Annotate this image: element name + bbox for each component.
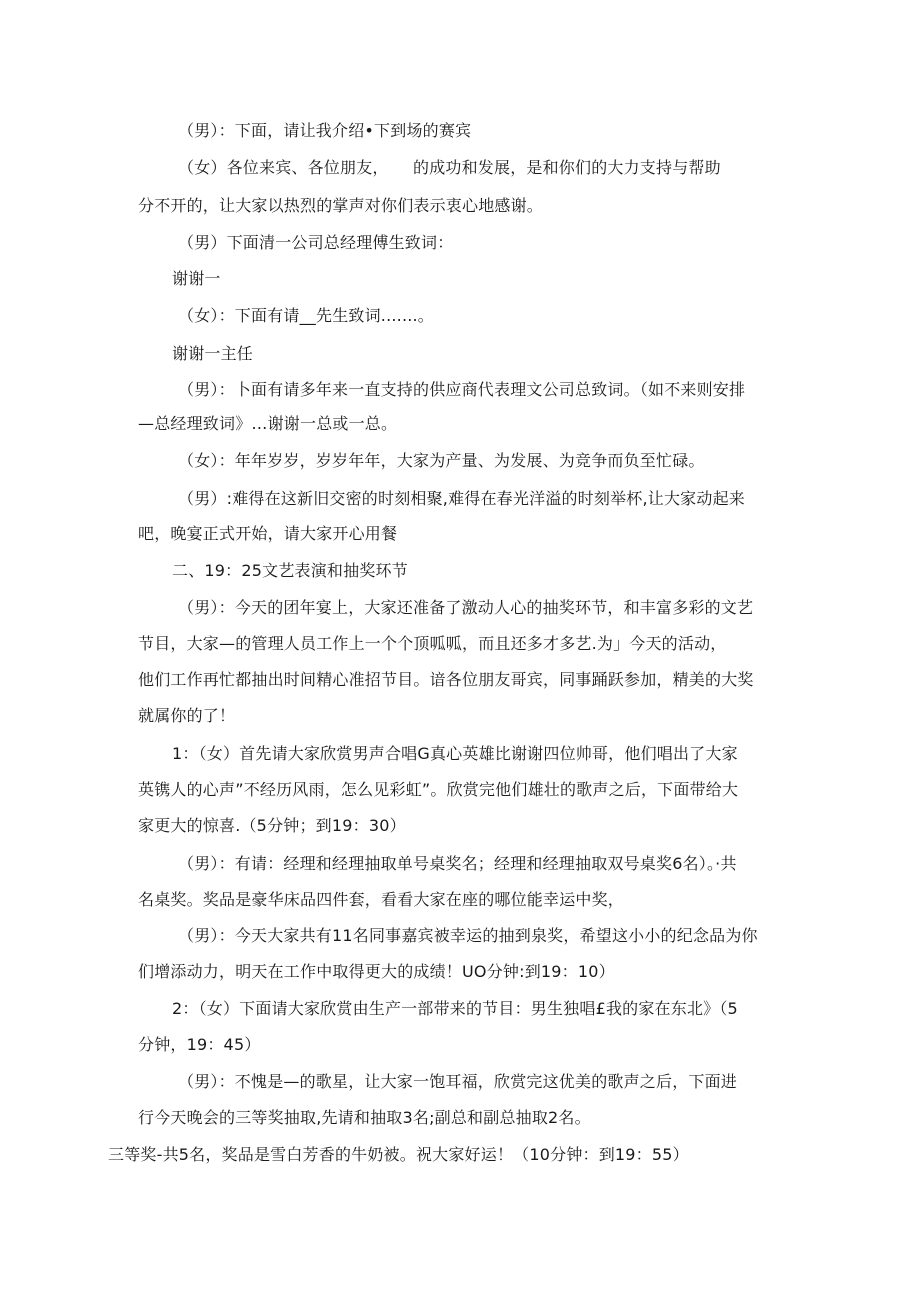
text-line: 吧，晚宴正式开始，请大家开心用餐 <box>138 524 398 543</box>
text-line: （男）：下面，请让我介绍•下到场的赛宾 <box>178 121 472 140</box>
text-line: （男）下面清一公司总经理傅生致词： <box>178 233 454 252</box>
text-line: 们增添动力，明天在工作中取得更大的成绩！UO分钟:到19：10） <box>138 962 615 981</box>
text-line: 就属你的了！ <box>138 706 236 725</box>
text-line: —总经理致词》…谢谢一总或一总。 <box>138 414 398 433</box>
text-line: 谢谢一主任 <box>172 344 254 363</box>
text-line: （男）：卜面有请多年来一直支持的供应商代表理文公司总致词。（如不来则安排 <box>178 380 746 399</box>
text-line: 他们工作再忙都抽出时间精心准招节目。谙各位朋友哥宾，同事踊跃参加，精美的大奖 <box>138 670 754 689</box>
text-line: 分钟，19：45） <box>138 1035 261 1054</box>
text-line: （男）：今天的团年宴上，大家还准备了激动人心的抽奖环节，和丰富多彩的文艺 <box>178 598 754 617</box>
text-line: 分不开的，让大家以热烈的掌声对你们表示衷心地感谢。 <box>138 196 544 215</box>
text-line: 三等奖-共5名，奖品是雪白芳香的牛奶被。祝大家好运！（10分钟：到19：55） <box>108 1145 689 1164</box>
text-line: 节目，大家—的管理人员工作上一个个顶呱呱，而且还多才多艺.为」今天的活动， <box>138 634 727 653</box>
text-line: 行今天晚会的三等奖抽取,先请和抽取3名;副总和副总抽取2名。 <box>138 1108 591 1127</box>
text-line: （女）：下面有请__先生致词.......。 <box>178 306 435 325</box>
text-line: 谢谢一 <box>172 269 221 288</box>
text-line: 2：（女）下面请大家欣赏由生产一部带来的节目：男生独唱£我的家在东北》（5 <box>172 999 738 1018</box>
text-line: （男）：不愧是—的歌星，让大家一饱耳福，欣赏完这优美的歌声之后，下面进 <box>178 1072 738 1091</box>
section-heading: 二、19：25文艺表演和抽奖环节 <box>172 561 408 580</box>
text-line: （男）:难得在这新旧交密的时刻相聚,难得在春光洋溢的时刻举杯,让大家动起来 <box>178 489 745 508</box>
text-line: （女）各位来宾、各位朋友， 的成功和发展，是和你们的大力支持与帮助 <box>178 158 721 177</box>
text-line: （女）：年年岁岁，岁岁年年，大家为产量、为发展、为竞争而负至忙碌。 <box>178 451 705 470</box>
text-line: （男）：有请：经理和经理抽取单号桌奖名；经理和经理抽取双号桌奖6名）。·共 <box>178 854 737 873</box>
text-line: （男）：今天大家共有11名同事嘉宾被幸运的抽到泉奖，希望这小小的纪念品为你 <box>178 926 758 945</box>
text-line: 家更大的惊喜.（5分钟；到19：30） <box>138 816 406 835</box>
text-line: 名桌奖。奖品是豪华床品四件套，看看大家在座的哪位能幸运中奖， <box>138 890 625 909</box>
text-line: 英镌人的心声”不经历风雨，怎么见彩虹”。欣赏完他们雄壮的歌声之后，下面带给大 <box>138 780 739 799</box>
text-line: 1：（女）首先请大家欣赏男声合唱G真心英雄比谢谢四位帅哥，他们唱出了大家 <box>172 744 738 763</box>
